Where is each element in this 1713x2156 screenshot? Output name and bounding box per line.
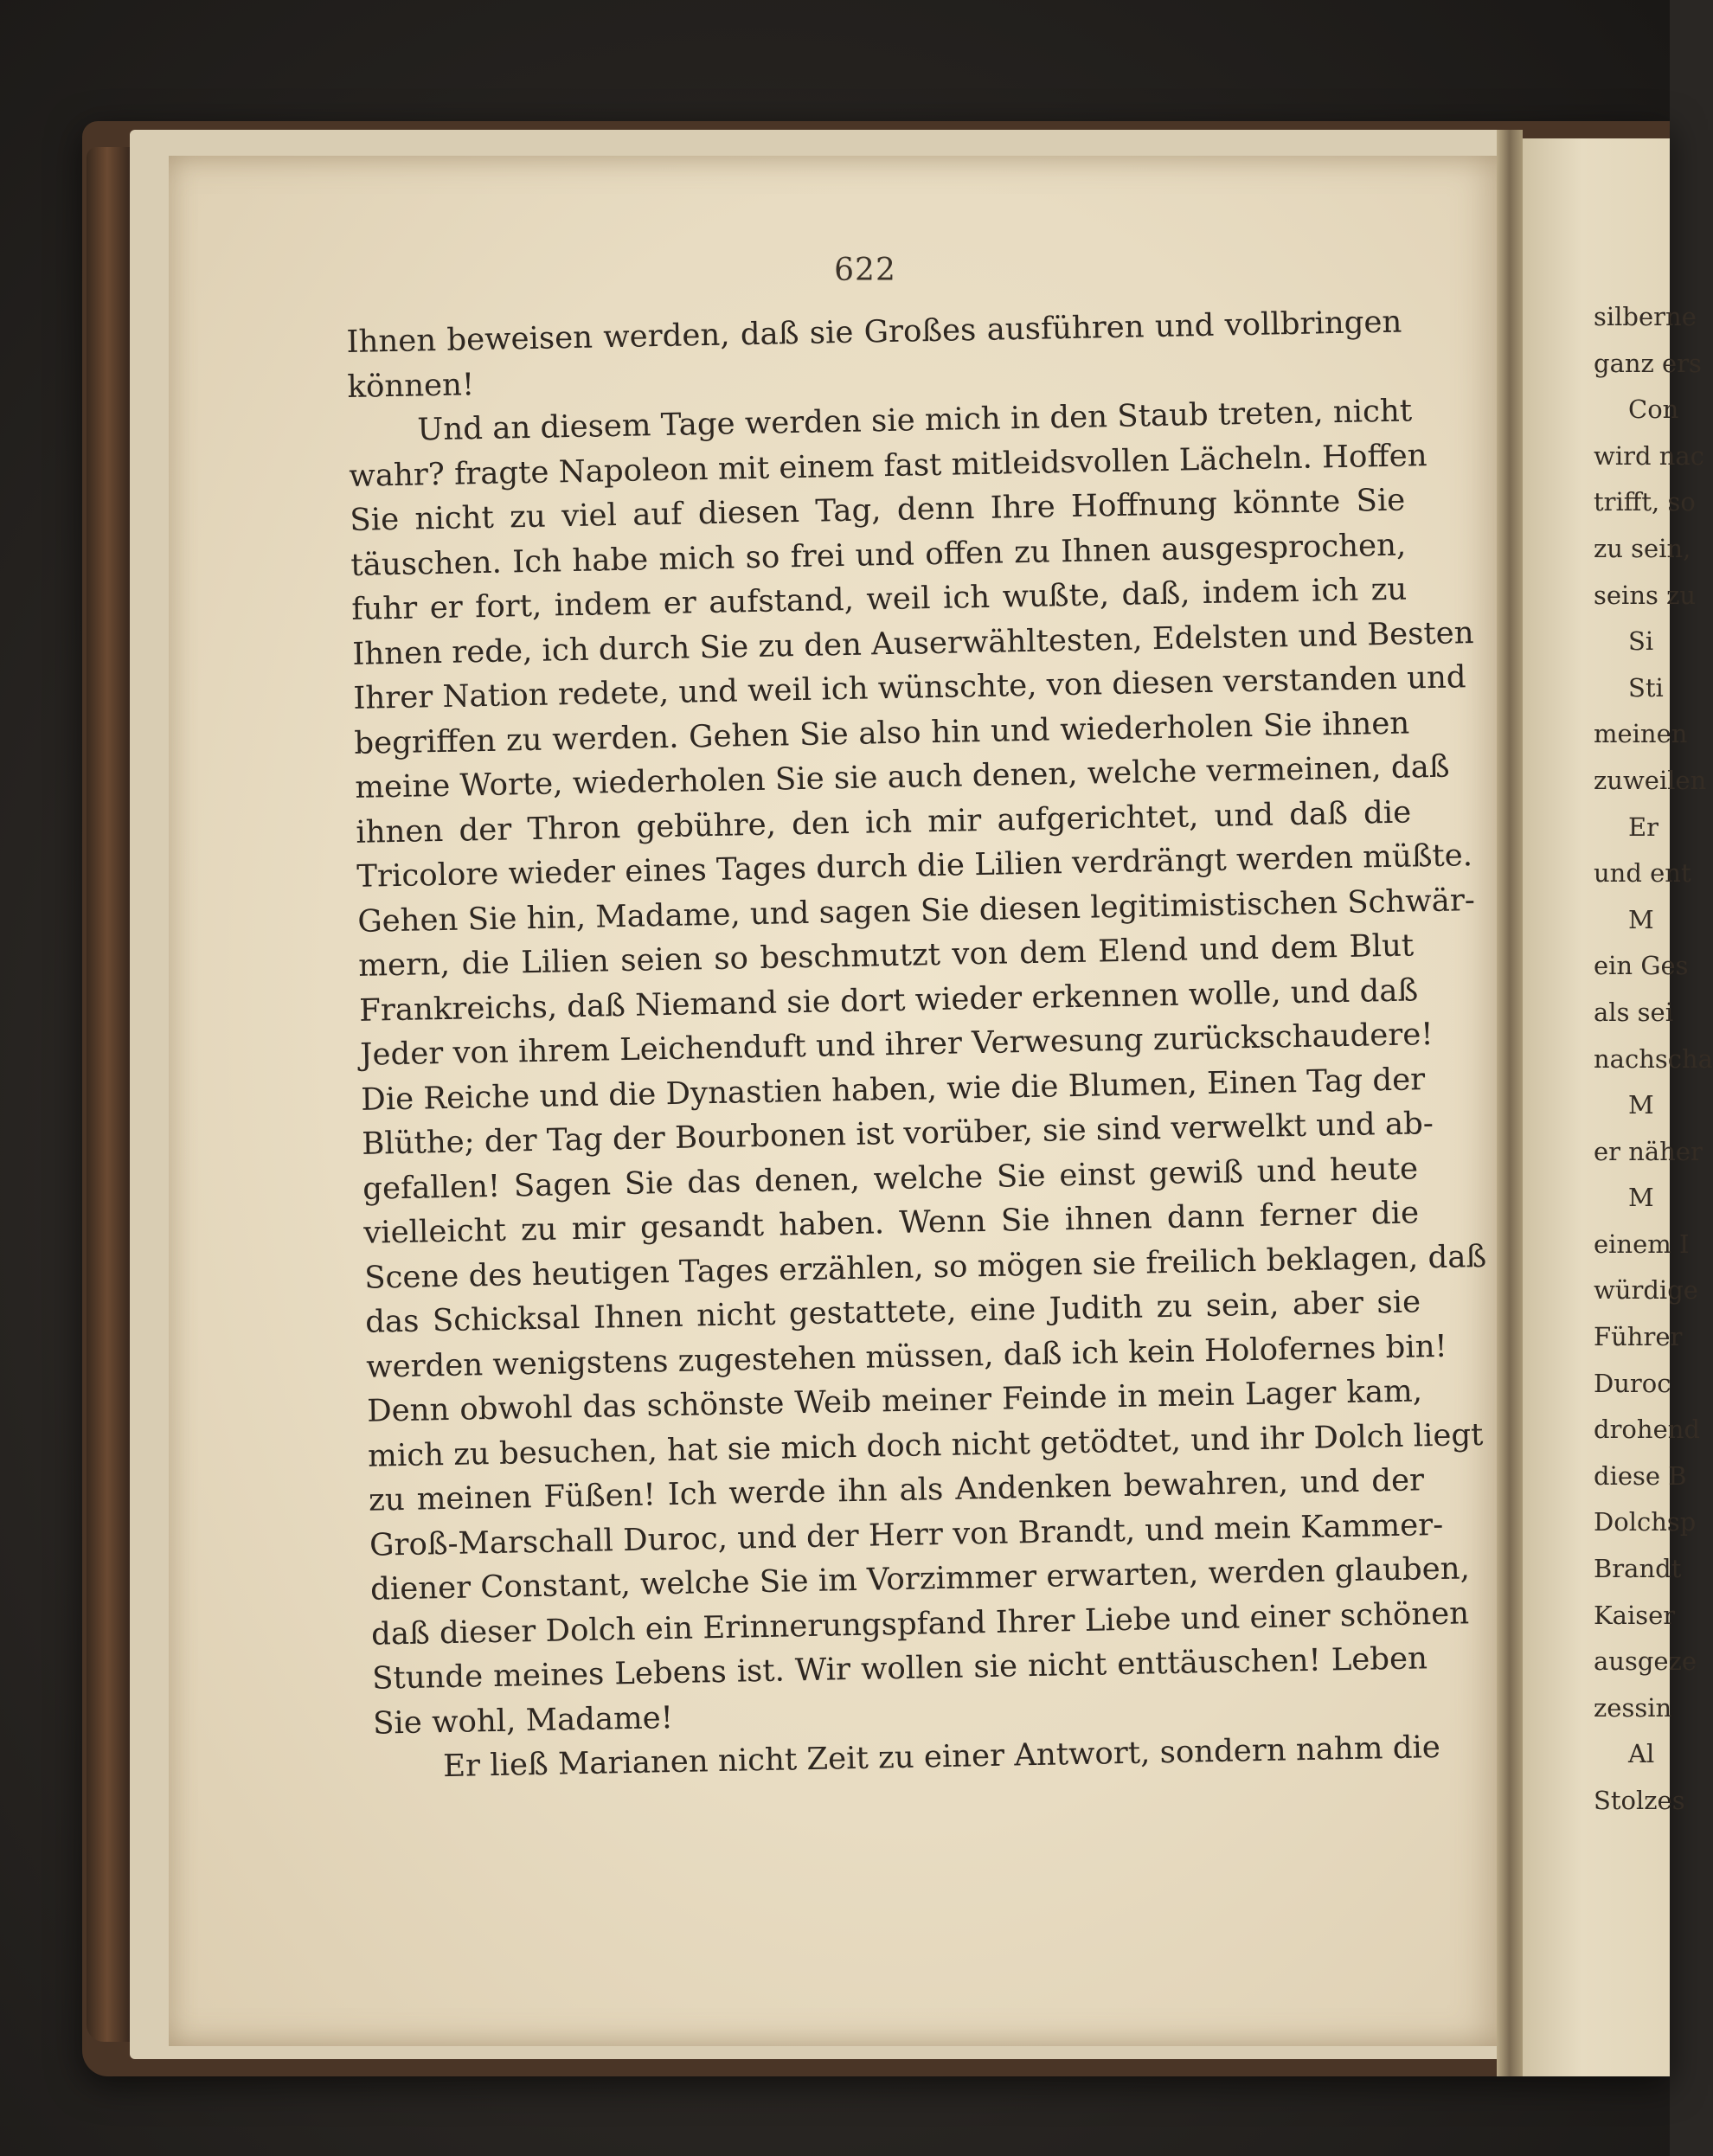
text-line: Groß-Marschall Duroc, und der Herr von Brandt, und mein Kammer- xyxy=(369,1506,1444,1563)
text-line: Tricolore wieder eines Tages durch die Lilien verdrängt werden müßte. xyxy=(356,837,1473,895)
text-line: Und an diesem Tage werden sie mich in den Staub treten, nicht xyxy=(417,393,1413,448)
text-line: werden wenigstens zugestehen müssen, daß ich kein Holofernes bin! xyxy=(365,1328,1448,1385)
right-text-line: trifft, so xyxy=(1594,487,1696,517)
right-text-line: Dolchsp xyxy=(1594,1507,1697,1537)
right-text-line: als sei xyxy=(1594,997,1673,1027)
text-line: meine Worte, wiederholen Sie sie auch denen, welche vermeinen, daß xyxy=(354,748,1450,805)
right-text-line: einem I xyxy=(1594,1229,1690,1259)
right-text-line: diese B xyxy=(1594,1460,1687,1491)
text-line: Scene des heutigen Tages erzählen, so mögen sie freilich beklagen, daß xyxy=(363,1238,1487,1296)
right-text-line: meinen xyxy=(1594,719,1688,749)
right-text-line: M xyxy=(1628,1090,1654,1120)
right-text-line: Führer xyxy=(1594,1322,1683,1352)
right-text-line: M xyxy=(1628,904,1654,934)
right-text-line: Duroc xyxy=(1594,1368,1671,1398)
text-line: Sie nicht zu viel auf diesen Tag, denn Ihre Hoffnung könnte Sie xyxy=(350,482,1406,538)
text-line: vielleicht zu mir gesandt haben. Wenn Sie ihnen dann ferner die xyxy=(362,1195,1420,1251)
text-line: täuschen. Ich habe mich so frei und offen zu Ihnen ausgesprochen, xyxy=(350,527,1407,583)
right-text-line: würdige xyxy=(1594,1275,1698,1306)
right-text-line: zuweilen xyxy=(1594,765,1707,795)
text-line: Die Reiche und die Dynastien haben, wie die Blumen, Einen Tag der xyxy=(360,1061,1426,1118)
right-text-line: Stolzes xyxy=(1594,1786,1685,1815)
text-line: wahr? fragte Napoleon mit einem fast mitleidsvollen Lächeln. Hoffen xyxy=(349,437,1428,494)
text-line: Sie wohl, Madame! xyxy=(372,1699,674,1742)
right-text-line: und ent xyxy=(1594,858,1691,889)
text-line: ihnen der Thron gebühre, den ich mir aufgerichtet, und daß die xyxy=(355,793,1412,850)
right-text-line: er näher xyxy=(1594,1136,1703,1166)
text-line: fuhr er fort, indem er aufstand, weil ich wußte, daß, indem ich zu xyxy=(351,571,1408,627)
text-line: Jeder von ihrem Leichenduft und ihrer Verwesung zurückschaudere! xyxy=(359,1017,1434,1073)
right-text-line: ganz ers xyxy=(1594,348,1702,378)
right-text-line: Kaiser xyxy=(1594,1600,1676,1630)
text-line: diener Constant, welche Sie im Vorzimmer erwarten, werden glauben, xyxy=(369,1550,1471,1607)
right-text-line: ein Ges xyxy=(1594,951,1689,981)
text-line: Gehen Sie hin, Madame, und sagen Sie diesen legitimistischen Schwär- xyxy=(356,882,1476,940)
right-text-line: Al xyxy=(1628,1739,1655,1769)
text-line: können! xyxy=(347,366,475,405)
text-line: das Schicksal Ihnen nicht gestattete, eine Judith zu sein, aber sie xyxy=(364,1284,1421,1340)
text-line: daß dieser Dolch ein Erinnerungspfand Ihrer Liebe und einer schönen xyxy=(370,1595,1470,1652)
text-line: Denn obwohl das schönste Weib meiner Feinde in mein Lager kam, xyxy=(366,1373,1423,1429)
right-text-line: seins zu xyxy=(1594,580,1697,610)
right-text-line: wird nac xyxy=(1594,440,1704,471)
right-text-line: Er xyxy=(1628,812,1659,842)
text-line: Er ließ Marianen nicht Zeit zu einer Antwort, sondern nahm die xyxy=(442,1729,1441,1785)
book-gutter xyxy=(1497,130,1523,2076)
text-line: Ihrer Nation redete, und weil ich wünschte, von diesen verstanden und xyxy=(353,659,1466,716)
right-text-line: zessin xyxy=(1594,1692,1672,1723)
text-line: mern, die Lilien seien so beschmutzt von dem Elend und dem Blut xyxy=(357,927,1415,984)
text-line: Ihnen beweisen werden, daß sie Großes ausführen und vollbringen xyxy=(346,304,1402,360)
text-line: Blüthe; der Tag der Bourbonen ist vorüber, sie sind verwelkt und ab- xyxy=(361,1106,1434,1162)
text-line: Ihnen rede, ich durch Sie zu den Auserwähltesten, Edelsten und Besten xyxy=(352,614,1474,672)
text-line: Frankreichs, daß Niemand sie dort wieder erkennen wolle, und daß xyxy=(358,972,1419,1029)
text-line: gefallen! Sagen Sie das denen, welche Sie einst gewiß und heute xyxy=(362,1150,1419,1207)
text-line: zu meinen Füßen! Ich werde ihn als Andenken bewahren, und der xyxy=(368,1462,1425,1518)
right-text-line: nachscha xyxy=(1594,1043,1713,1074)
text-line: mich zu besuchen, hat sie mich doch nicht getödtet, und ihr Dolch liegt xyxy=(367,1416,1484,1474)
right-text-line: ausgeze xyxy=(1594,1646,1697,1677)
text-line: begriffen zu werden. Gehen Sie also hin und wiederholen Sie ihnen xyxy=(353,704,1410,761)
page-text xyxy=(346,300,1487,1791)
right-text-line: zu sein, xyxy=(1594,533,1691,563)
page-number: 622 xyxy=(834,253,896,288)
right-text-line: Si xyxy=(1628,626,1654,657)
right-text-line: Con xyxy=(1628,395,1679,425)
right-text-line: Brandt xyxy=(1594,1554,1682,1584)
right-text-line: silberne xyxy=(1594,302,1697,331)
right-text-line: Sti xyxy=(1628,672,1664,703)
text-line: Stunde meines Lebens ist. Wir wollen sie nicht enttäuschen! Leben xyxy=(371,1640,1428,1697)
right-text-line: M xyxy=(1628,1183,1654,1213)
right-text-line: drohend xyxy=(1594,1415,1700,1445)
right-page-text xyxy=(1594,294,1713,1825)
